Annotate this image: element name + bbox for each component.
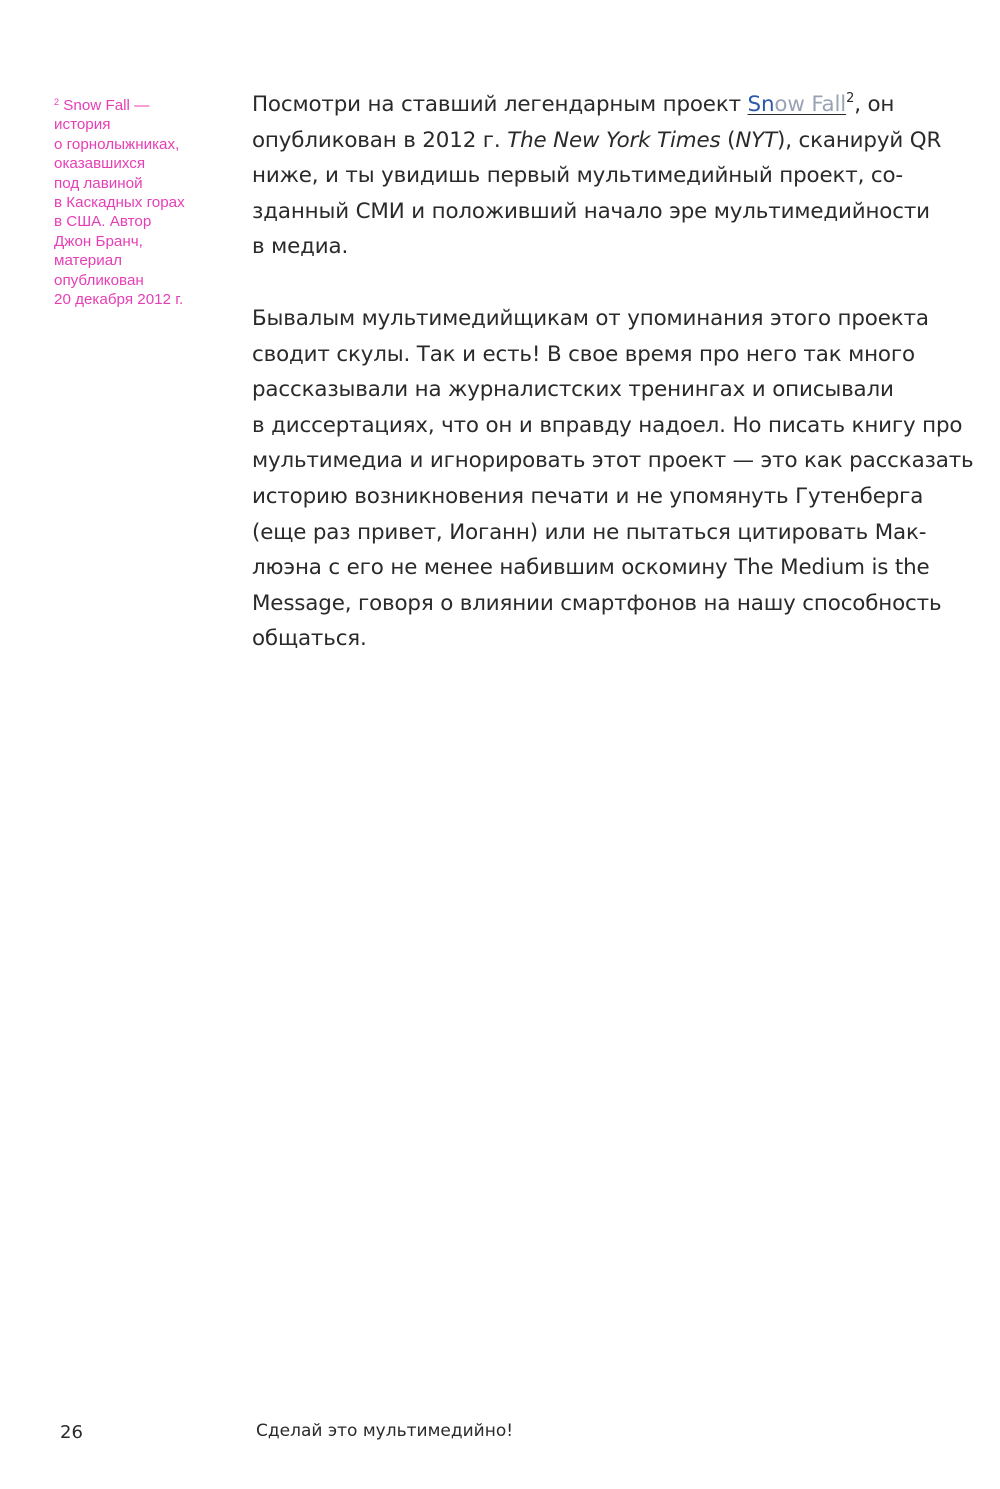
sidenote-line: 20 декабря 2012 г. <box>54 291 184 309</box>
page-number: 26 <box>60 1422 83 1443</box>
text-segment: ), сканируй QR <box>777 127 942 153</box>
text-segment: , он <box>854 92 895 117</box>
sidenote-text: Snow Fall — <box>63 97 150 114</box>
nyt-abbr: NYT <box>735 127 778 153</box>
text-line <box>252 123 952 159</box>
sidenote-line: под лавиной <box>54 174 143 192</box>
text-line: (еще раз привет, Иоганн) или не пытаться цитировать Мак- <box>252 519 927 545</box>
nyt-title: The New York Times <box>507 127 721 153</box>
snow-fall-link[interactable] <box>748 92 847 117</box>
sidenote-line: материал <box>54 252 123 270</box>
sidenote-line: в Каскадных горах <box>54 194 185 212</box>
paragraph-2 <box>252 301 974 657</box>
text-line: в диссертациях, что он и вправду надоел. Но писать книгу про <box>252 412 963 438</box>
paragraph-1 <box>252 81 952 265</box>
sidenote <box>54 93 214 309</box>
text-segment: Посмотри на ставший легендарным проект <box>252 92 748 117</box>
text-line: общаться. <box>252 626 367 652</box>
footnote-ref[interactable]: 2 <box>846 91 855 106</box>
sidenote-line: о горнолыжниках, <box>54 135 180 153</box>
sidenote-marker: 2 <box>54 97 60 107</box>
text-line <box>252 81 952 123</box>
text-line: Бывалым мультимедийщикам от упоминания этого проекта <box>252 305 929 331</box>
text-segment: опубликован в 2012 г. <box>252 127 508 153</box>
text-line: люэна с его не менее набившим оскомину The Medium is the <box>252 555 930 581</box>
text-line: сводит скулы. Так и есть! В свое время про него так много <box>252 341 915 367</box>
sidenote-line: Джон Бранч, <box>54 232 143 250</box>
sidenote-line: оказавшихся <box>54 155 146 173</box>
text-line: рассказывали на журналистских тренингах и описывали <box>252 377 894 403</box>
text-line: историю возникновения печати и не упомянуть Гутенберга <box>252 483 924 509</box>
text-line: ниже, и ты увидишь первый мультимедийный проект, со- <box>252 163 903 189</box>
link-highlight: Sn <box>747 92 775 117</box>
sidenote-line: опубликован <box>54 271 144 289</box>
main-text <box>252 81 974 657</box>
text-line: Message, говоря о влиянии смартфонов на нашу способность <box>252 590 942 616</box>
text-line: зданный СМИ и положивший начало эре мультимедийности <box>252 198 930 224</box>
text-segment: ( <box>720 127 736 153</box>
running-title: Сделай это мультимедийно! <box>256 1421 514 1441</box>
text-line: мультимедиа и игнорировать этот проект — это как рассказать <box>252 448 974 474</box>
sidenote-line: в США. Автор <box>54 213 152 231</box>
sidenote-line: история <box>54 116 111 134</box>
text-line: в медиа. <box>252 234 349 260</box>
sidenote-line <box>54 93 214 115</box>
link-rest: ow Fall <box>774 92 847 117</box>
